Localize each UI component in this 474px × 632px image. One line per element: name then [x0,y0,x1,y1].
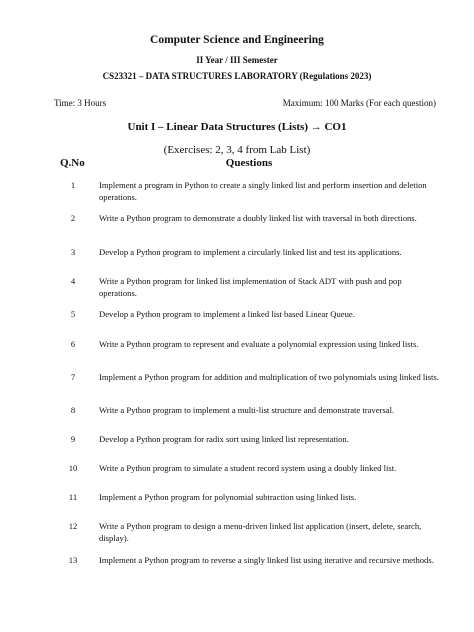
question-text: Write a Python program to implement a multi-list structure and demonstrate traversal. [99,405,395,415]
questions-column-header: Questions [225,157,273,169]
question-number: 12 [68,521,78,531]
question-number: 13 [68,555,78,565]
question-text: Implement a Python program to reverse a singly linked list using iterative and recursive methods. [99,555,434,565]
question-number: 10 [68,463,78,473]
time-label: Time: 3 Hours [54,98,107,108]
question-number: 5 [70,309,76,319]
unit-title: Unit I – Linear Data Structures (Lists) → CO1 [127,121,347,133]
question-text: Write a Python program to represent and evaluate a polynomial expression using linked lists. [99,339,419,349]
question-text: Implement a Python program for addition and multiplication of two polynomials using linked lists. [99,372,439,382]
question-number: 7 [70,372,76,382]
question-text: Develop a Python program to implement a linked list based Linear Queue. [99,309,355,319]
question-number: 1 [70,180,76,190]
question-text: Write a Python program to demonstrate a doubly linked list with traversal in both directions. [99,213,417,223]
qno-column-header: Q.No [60,157,85,169]
department-title: Computer Science and Engineering [150,34,324,46]
question-text: Implement a program in Python to create a singly linked list and perform insertion and deletion operations. [99,180,427,202]
exercises-note: (Exercises: 2, 3, 4 from Lab List) [163,144,311,156]
course-title: CS23321 – DATA STRUCTURES LABORATORY (Regulations 2023) [102,71,372,81]
question-text: Develop a Python program for radix sort using linked list representation. [99,434,349,444]
question-text: Write a Python program to design a menu-driven linked list application (insert, delete, search, display). [99,521,422,543]
question-number: 2 [70,213,76,223]
question-number: 9 [70,434,76,444]
question-text: Write a Python program to simulate a student record system using a doubly linked list. [99,463,397,473]
question-text: Implement a Python program for polynomial subtraction using linked lists. [99,492,357,502]
question-number: 11 [68,492,78,502]
question-number: 6 [70,339,76,349]
question-text: Write a Python program for linked list implementation of Stack ADT with push and pop operations. [99,276,402,298]
question-number: 3 [70,247,76,257]
question-text: Develop a Python program to implement a circularly linked list and test its applications. [99,247,402,257]
question-number: 8 [70,405,76,415]
marks-label: Maximum: 100 Marks (For each question) [282,98,436,108]
semester-label: II Year / III Semester [196,55,278,65]
question-number: 4 [70,276,76,286]
